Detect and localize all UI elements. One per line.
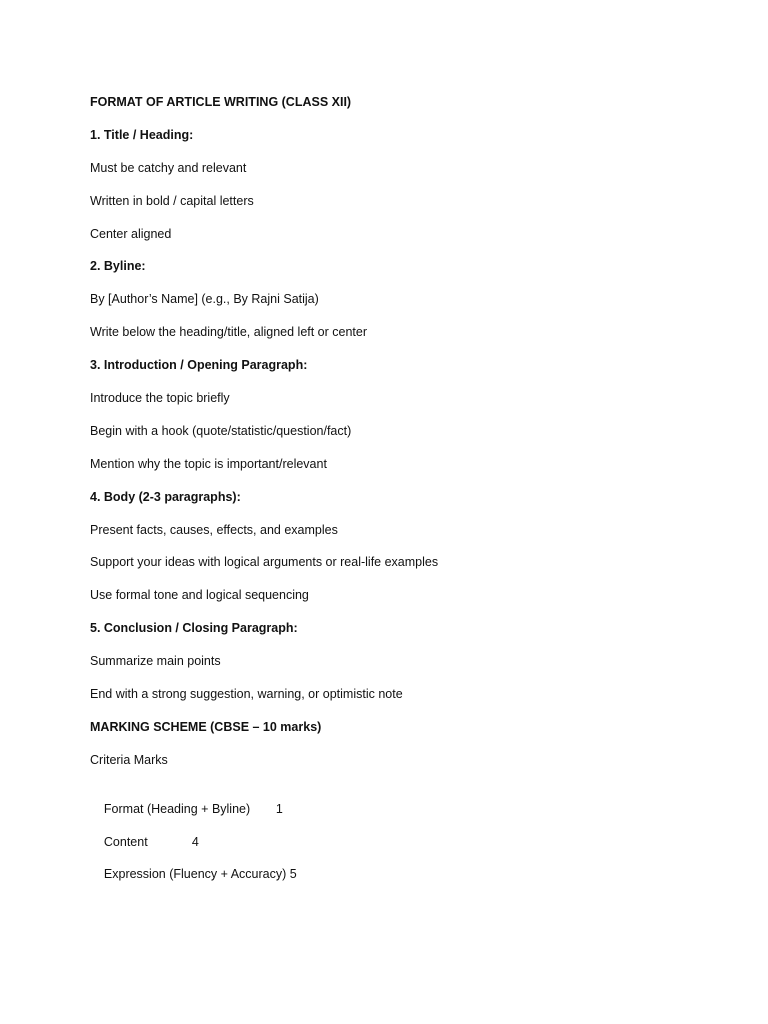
list-item: Use formal tone and logical sequencing (90, 588, 309, 603)
list-item: End with a strong suggestion, warning, or optimistic note (90, 687, 403, 702)
list-item: Written in bold / capital letters (90, 193, 254, 208)
marking-scheme-heading: MARKING SCHEME (CBSE – 10 marks) (90, 719, 322, 734)
document-page (90, 94, 730, 883)
criteria-cell: Format (Heading + Byline) (103, 801, 251, 816)
list-item: Begin with a hook (quote/statistic/question/fact) (90, 423, 352, 438)
criteria-cell: Content (103, 834, 148, 849)
list-item: Support your ideas with logical arguments or real-life examples (90, 555, 439, 570)
document-title: FORMAT OF ARTICLE WRITING (CLASS XII) (90, 95, 352, 109)
list-item: Center aligned (90, 226, 172, 241)
list-item: By [Author’s Name] (e.g., By Rajni Satija) (90, 292, 319, 307)
section-heading-conclusion: 5. Conclusion / Closing Paragraph: (90, 621, 298, 636)
section-heading-title: 1. Title / Heading: (90, 127, 194, 142)
section-heading-body: 4. Body (2-3 paragraphs): (90, 489, 241, 504)
marks-cell: 1 (275, 801, 283, 816)
list-item: Summarize main points (90, 654, 221, 669)
list-item: Must be catchy and relevant (90, 160, 247, 175)
section-heading-introduction: 3. Introduction / Opening Paragraph: (90, 358, 308, 373)
marking-scheme-header-row: Criteria Marks (90, 752, 168, 767)
marks-cell: 4 (191, 834, 199, 849)
list-item: Write below the heading/title, aligned left or center (90, 325, 368, 340)
section-heading-byline: 2. Byline: (90, 259, 146, 274)
list-item: Introduce the topic briefly (90, 391, 230, 406)
criteria-cell: Expression (Fluency + Accuracy) (103, 867, 287, 882)
table-row (90, 850, 730, 882)
list-item: Present facts, causes, effects, and examples (90, 522, 338, 537)
table-row (90, 818, 730, 849)
table-row (90, 785, 730, 816)
marks-cell: 5 (289, 867, 297, 882)
list-item: Mention why the topic is important/relevant (90, 456, 327, 471)
